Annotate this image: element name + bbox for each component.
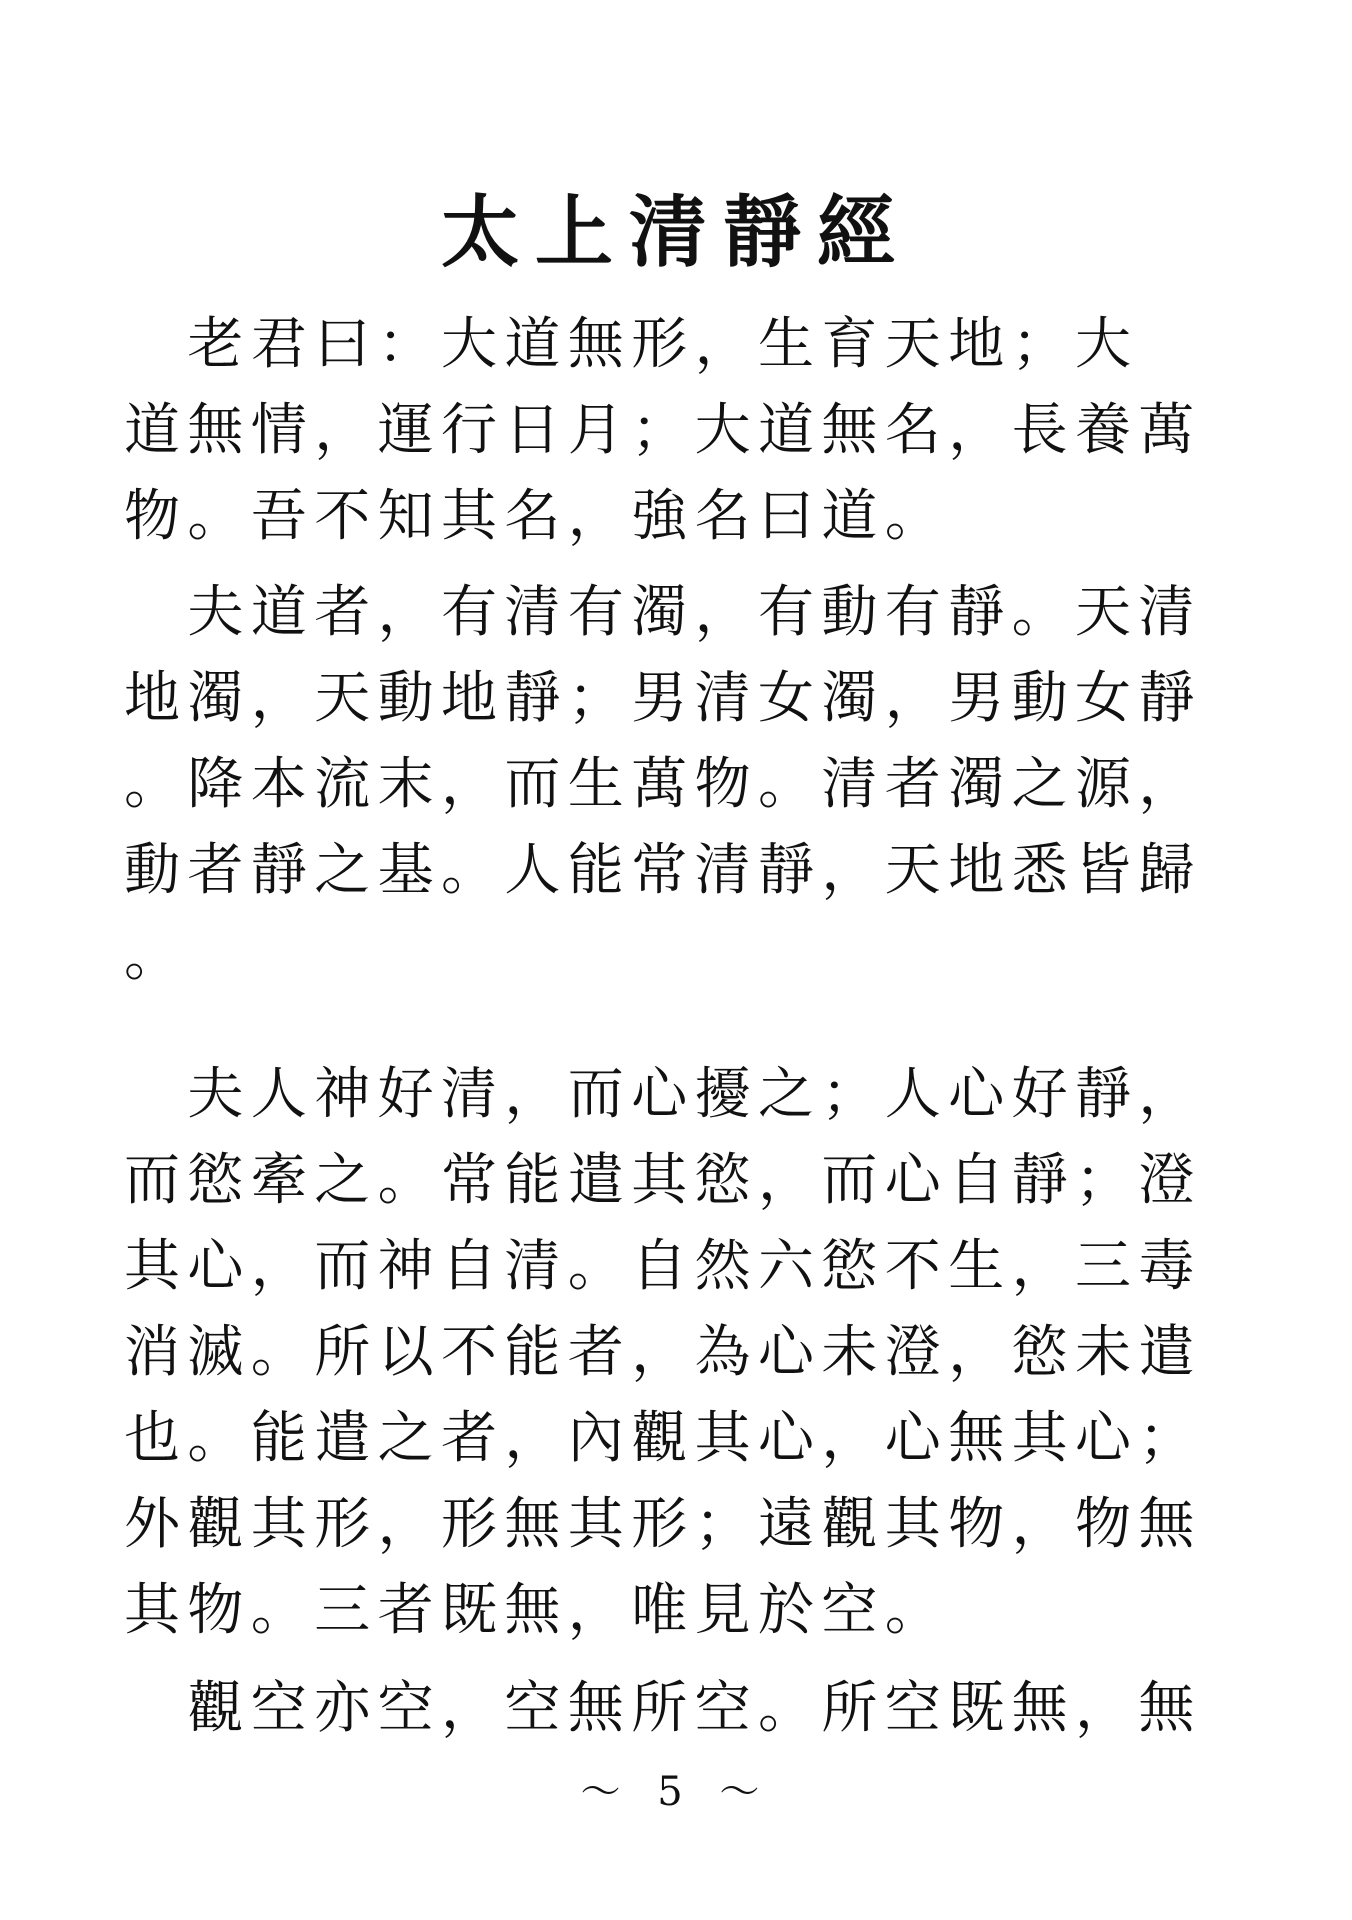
text-line: 而慾牽之。常能遣其慾，而心自靜；澄 (124, 1148, 1202, 1213)
scripture-text (124, 302, 1228, 1752)
text-line: 地濁，天動地靜；男清女濁，男動女靜 (124, 666, 1202, 731)
text-line: 。 (124, 924, 188, 989)
text-line: 。降本流末，而生萬物。清者濁之源， (124, 752, 1202, 817)
text-line: 外觀其形，形無其形；遠觀其物，物無 (124, 1492, 1202, 1557)
text-line: 夫道者，有清有濁，有動有靜。天清 (124, 580, 1202, 645)
text-line: 也。能遣之者，內觀其心，心無其心； (124, 1406, 1202, 1471)
text-line: 其心，而神自清。自然六慾不生，三毒 (124, 1234, 1202, 1299)
text-line: 道無情，運行日月；大道無名，長養萬 (124, 398, 1202, 463)
text-line: 老君曰：大道無形，生育天地；大 (124, 312, 1139, 377)
text-line: 動者靜之基。人能常清靜，天地悉皆歸 (124, 838, 1202, 903)
text-line: 其物。三者既無，唯見於空。 (124, 1578, 949, 1643)
text-line: 物。吾不知其名，強名曰道。 (124, 484, 949, 549)
paragraph-gap (124, 1654, 1228, 1666)
paragraph-gap (124, 1000, 1228, 1052)
text-line: 觀空亦空，空無所空。所空既無，無 (124, 1676, 1202, 1741)
text-line: 夫人神好清，而心擾之；人心好靜， (124, 1062, 1202, 1127)
paragraph-gap (124, 560, 1228, 570)
page-title: 太上清靜經 (440, 188, 911, 278)
text-line: 消滅。所以不能者，為心未澄，慾未遣 (124, 1320, 1202, 1385)
page-number: ～ 5 ～ (580, 1769, 772, 1815)
